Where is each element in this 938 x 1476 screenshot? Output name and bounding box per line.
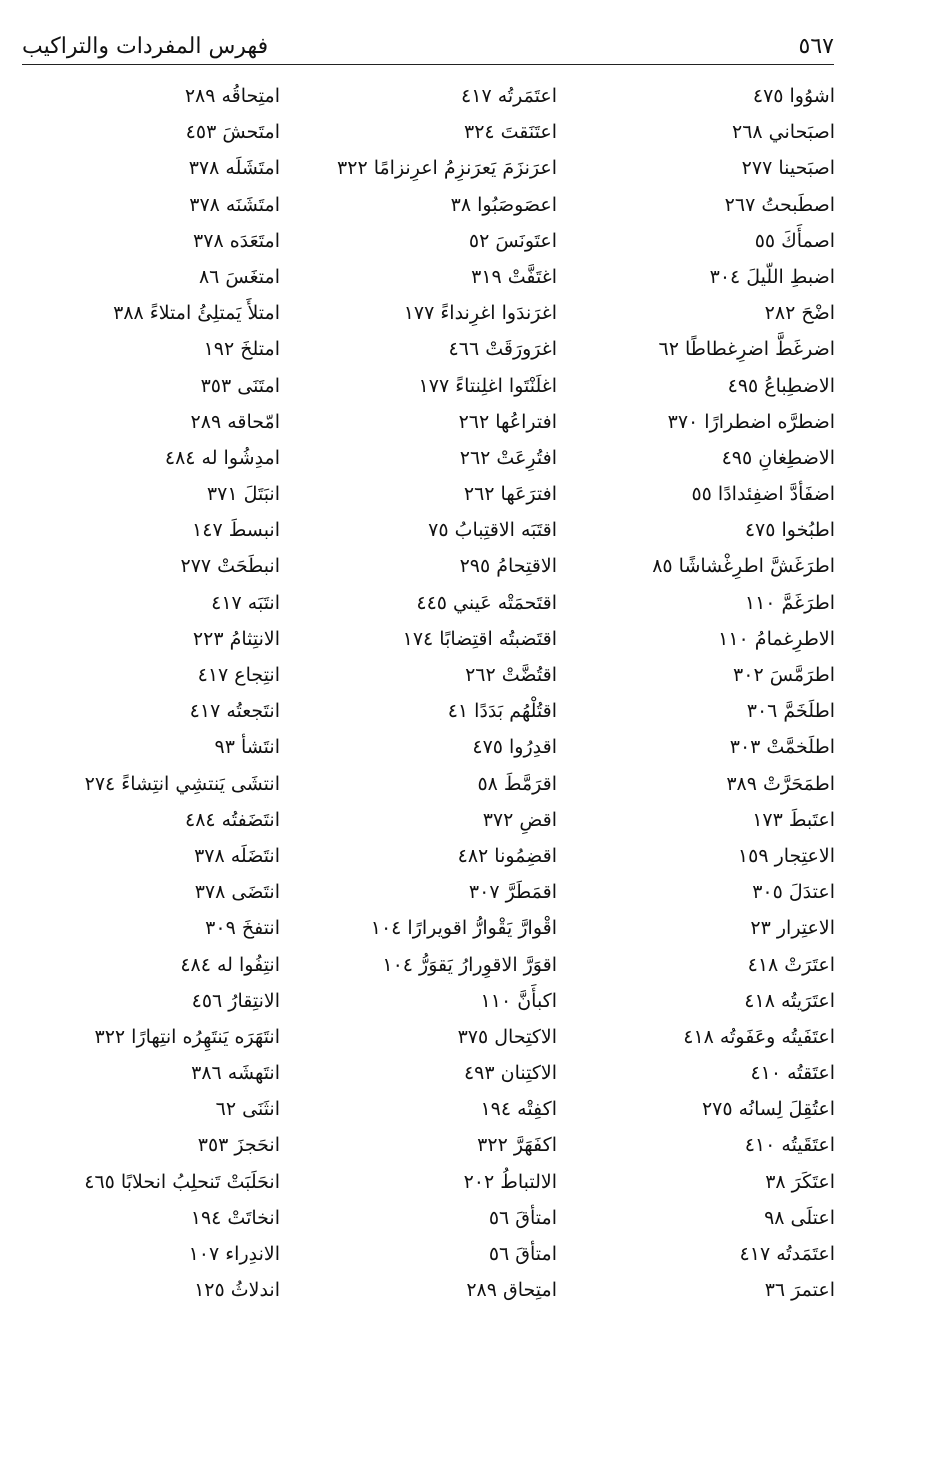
index-entry: اعتَنَقتَ ٣٢٤: [463, 121, 557, 144]
index-entry: انتَضَلَه ٣٧٨: [194, 844, 280, 867]
index-entry: امّحاقه ٢٨٩: [190, 410, 280, 433]
index-column-3: [30, 78, 280, 1308]
index-entry: اطرَمَّسَ ٣٠٢: [733, 664, 835, 686]
running-title: فهرس المفردات والتراكيب: [22, 34, 269, 59]
index-entry: اقرَمَّطَ ٥٨: [477, 772, 557, 795]
index-columns: [30, 78, 835, 1302]
index-entry: امتأقَ ٥٦: [488, 1206, 557, 1229]
index-entry: اطرَغَشَّ اطرِغْشاشًا ٨٥: [652, 555, 835, 578]
index-entry: الاضطِباعُ ٤٩٥: [727, 374, 835, 397]
index-entry: اصبَحاني ٢٦٨: [732, 121, 835, 144]
index-entry: امتلأَ يَمتلِئُ امتلاءً ٣٨٨: [113, 302, 280, 325]
index-entry: اطمَحَرَّتْ ٣٨٩: [726, 772, 835, 795]
index-column-1: [585, 78, 835, 1308]
index-entry: الاندِراء ١٠٧: [188, 1243, 280, 1265]
index-entry: انخاتَتْ ١٩٤: [190, 1206, 280, 1229]
index-entry: امتِحاقُه ٢٨٩: [184, 85, 280, 107]
index-entry: انتَضَى ٣٧٨: [194, 881, 280, 904]
index-entry: اقتُلْهُم بَدَدًا ٤١: [447, 700, 557, 723]
index-entry: الانتِقارُ ٤٥٦: [191, 989, 280, 1012]
index-entry: الالتباطُ ٢٠٢: [463, 1170, 557, 1193]
index-entry: انبَتَلَ ٣٧١: [206, 483, 280, 506]
index-entry: اعتَبطَ ١٧٣: [752, 808, 835, 831]
index-entry: اصبَحينا ٢٧٧: [741, 157, 835, 180]
index-entry: اعتَمَدتُه ٤١٧: [739, 1243, 835, 1265]
index-entry: اقْوارَّ يَقْوارُّ اقويرارًا ١٠٤: [370, 917, 557, 940]
index-entry: امتَنَى ٣٥٣: [200, 374, 280, 397]
index-entry: اعتمرَ ٣٦: [764, 1279, 835, 1302]
index-entry: اقتُضَّتْ ٢٦٢: [465, 664, 557, 686]
index-entry: اقدِرُوا ٤٧٥: [472, 736, 557, 759]
index-entry: الاطرِغمامُ ١١٠: [718, 627, 835, 650]
index-entry: اقوَرَّ الاقوِرارُ يَقوَرُّ ١٠٤: [382, 953, 557, 976]
page-header: [22, 30, 834, 64]
index-entry: انحَجزَ ٣٥٣: [197, 1134, 280, 1157]
index-entry: انتِجاع ٤١٧: [197, 664, 280, 686]
index-entry: الانتِثامُ ٢٢٣: [192, 627, 280, 650]
index-entry: اضْحَ ٢٨٢: [764, 302, 835, 325]
index-entry: انتَبَه ٤١٧: [211, 591, 280, 614]
index-entry: اعتُقِلَ لِسانُه ٢٧٥: [701, 1098, 835, 1121]
index-entry: امتَعَدَه ٣٧٨: [193, 229, 280, 252]
index-entry: انثَنَى ٦٢: [215, 1098, 280, 1121]
index-entry: اعتَونَسَ ٥٢: [468, 229, 557, 252]
index-entry: اطلَخمَّتْ ٣٠٣: [729, 736, 835, 759]
index-entry: امتَحشَ ٤٥٣: [185, 121, 280, 144]
index-entry: افتراعُها ٢٦٢: [458, 410, 557, 433]
index-entry: اطبُخوا ٤٧٥: [744, 519, 835, 542]
index-entry: اعصَوصَبُوا ٣٨: [450, 193, 557, 216]
index-entry: اعتَمَرتُه ٤١٧: [461, 85, 557, 107]
index-entry: انتشَى يَنتشِي انتِشاءً ٢٧٤: [84, 772, 280, 795]
index-entry: امتغَسَ ٨٦: [198, 265, 280, 288]
index-entry: اعتَكَرَ ٣٨: [765, 1170, 835, 1193]
index-entry: الاقتِحامُ ٢٩٥: [459, 555, 557, 578]
index-entry: اضفَأدَّ اضفِئدادًا ٥٥: [691, 483, 835, 506]
index-entry: امتَشَلَه ٣٧٨: [188, 157, 280, 180]
index-column-2: [297, 78, 557, 1308]
index-entry: انتَضَفتُه ٤٨٤: [185, 808, 280, 831]
index-entry: الاكتِنان ٤٩٣: [463, 1062, 557, 1085]
index-entry: انبطَحَتْ ٢٧٧: [180, 555, 280, 578]
index-entry: اطلَخَمَّ ٣٠٦: [746, 700, 835, 723]
index-entry: انتفخَ ٣٠٩: [205, 917, 280, 940]
index-entry: اكفِتْه ١٩٤: [480, 1098, 557, 1121]
index-entry: انتَهَرَه يَنتَهِرُه انتِهارًا ٣٢٢: [94, 1025, 280, 1048]
index-entry: اقتَحمَتْه عَيني ٤٤٥: [416, 591, 557, 614]
index-entry: اضبطِ اللّيلَ ٣٠٤: [709, 265, 835, 288]
index-entry: افترَعَها ٢٦٢: [463, 483, 557, 506]
index-entry: اطرَغَمَّ ١١٠: [744, 591, 835, 614]
index-entry: اقتَبَه الاقتِبابُ ٧٥: [428, 519, 557, 542]
header-rule: [22, 64, 834, 65]
index-entry: اعتلَى ٩٨: [764, 1206, 835, 1229]
index-entry: اصطَبحتُ ٢٦٧: [724, 193, 835, 216]
index-entry: اغرَورَقَتْ ٤٦٦: [448, 338, 557, 361]
index-entry: اعتدَلَ ٣٠٥: [752, 881, 835, 904]
index-entry: انحَلَبَتْ تَنحلِبُ انحلابًا ٤٦٥: [84, 1170, 280, 1193]
index-entry: انتَهشَه ٣٨٦: [191, 1062, 280, 1085]
index-entry: اشوُوا ٤٧٥: [752, 85, 835, 107]
index-entry: اقتَضبتُه اقتِضابًا ١٧٤: [402, 627, 557, 650]
index-entry: اقمَطَرَّ ٣٠٧: [468, 881, 557, 904]
index-entry: اضرغَطَّ اضرِغطاطًا ٦٢: [658, 338, 835, 361]
index-entry: امتَشَنَه ٣٧٨: [189, 193, 280, 216]
index-entry: اغلَنْتَوا اغلِنتاءً ١٧٧: [418, 374, 557, 397]
index-entry: اقضِمُونا ٤٨٢: [457, 844, 557, 867]
index-entry: الاكتِحال ٣٧٥: [457, 1025, 557, 1048]
index-entry: اغتَفَّتْ ٣١٩: [471, 265, 557, 288]
index-entry: اضطرَّه اضطرارًا ٣٧٠: [667, 410, 835, 433]
index-entry: انتِفُوا له ٤٨٤: [180, 953, 280, 976]
index-entry: امدِشُوا له ٤٨٤: [164, 446, 280, 469]
index-entry: الاعتِجار ١٥٩: [737, 844, 835, 867]
index-entry: الاضطِغانِ ٤٩٥: [721, 446, 835, 469]
index-entry: اعتَقتُه ٤١٠: [750, 1062, 835, 1085]
index-entry: اعرَنزَمَ يَعرَنزِمُ اعرِنزامًا ٣٢٢: [337, 157, 557, 180]
index-entry: افتُرِعَتْ ٢٦٢: [459, 446, 557, 469]
index-entry: اعتَفَيتُه وعَفَوتُه ٤١٨: [683, 1025, 835, 1048]
index-entry: اقضِ ٣٧٢: [482, 808, 557, 831]
index-entry: اصمأَكَ ٥٥: [754, 229, 835, 252]
index-entry: اندلاثُ ١٢٥: [194, 1279, 280, 1302]
index-entry: انتَجعتُه ٤١٧: [189, 700, 280, 723]
index-entry: اكبأَنَّ ١١٠: [480, 989, 557, 1012]
index-entry: امتلخَ ١٩٢: [203, 338, 280, 361]
index-entry: انتَشأ ٩٣: [214, 736, 280, 759]
index-entry: امتأقَ ٥٦: [488, 1243, 557, 1265]
index-entry: الاعتِرار ٢٣: [750, 917, 835, 940]
index-entry: اغرَندَوا اغرِنداءً ١٧٧: [403, 302, 557, 325]
page-number: ٥٦٧: [798, 34, 834, 59]
index-entry: اعتَقَيتُه ٤١٠: [744, 1134, 835, 1157]
index-entry: امتِحاق ٢٨٩: [466, 1279, 557, 1302]
index-entry: اعتَرَتْ ٤١٨: [747, 953, 835, 976]
index-entry: انبسطَ ١٤٧: [192, 519, 280, 542]
index-entry: اكفَهَرَّ ٣٢٢: [477, 1134, 557, 1157]
index-entry: اعتَرَيتُه ٤١٨: [744, 989, 835, 1012]
